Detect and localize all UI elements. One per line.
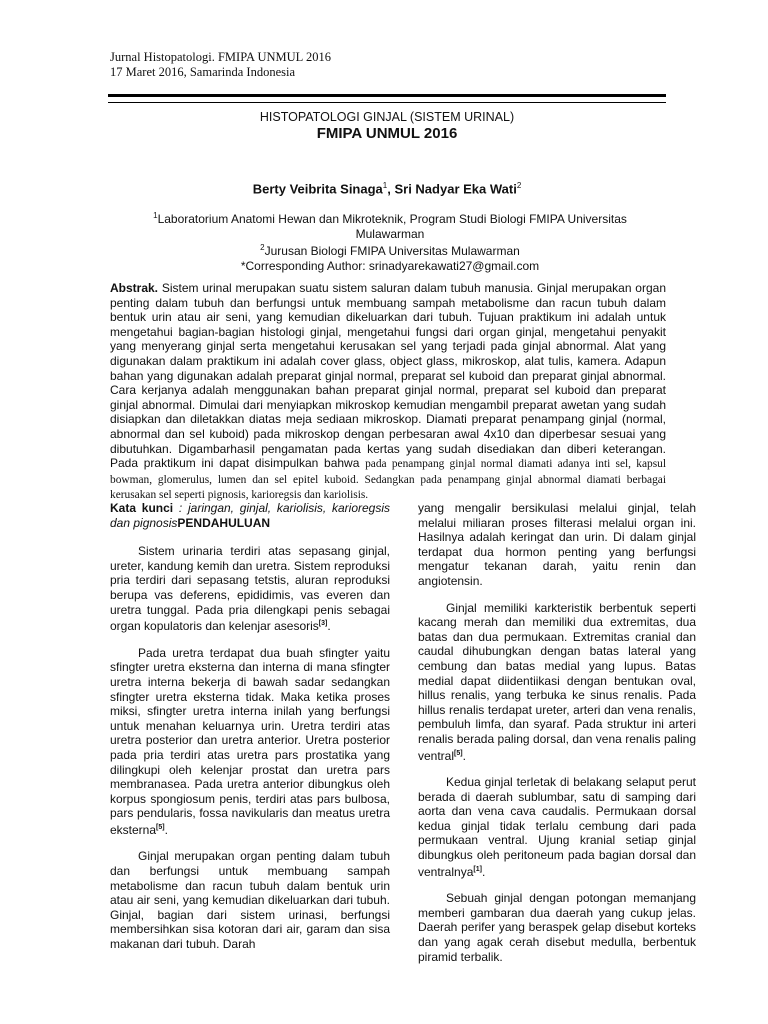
citation: [1] [473, 865, 482, 873]
paragraph-text: Ginjal memiliki karkteristik berbentuk seperti kacang merah dan memiliki dua extremitas, dua batas dan dua permukaan. Extremitas cranial dan caudal dihubungkan dengan batas lateral yang cembung dan batas medial yang lupus. Batas medial dapat diidentiikasi dengan bentukan oval, hillus renalis, yang terbuka ke sinus renalis. Pada hillus renalis terdapat ureter, arteri dan vena renalis, pembuluh limfa, dan syaraf. Pada struktur ini arteri renalis berada paling dorsal, dan vena renalis paling ventral [418, 600, 696, 763]
author-separator: , [387, 181, 395, 197]
abstract-text: Sistem urinal merupakan suatu sistem saluran dalam tubuh manusia. Ginjal merupakan organ penting dalam tubuh dan berfungsi untuk membuang sampah metabolisme dan racun tubuh dalam bentuk urin atau air seni, yang kemudian dikeluarkan dari tubuh. Tujuan praktikum ini adalah untuk mengetahui bagian-bagian histologi ginjal, mengetahui fungsi dari organ ginjal, mengetahui penyakit yang menyerang ginjal serta mengetahui kerusakan sel yang terjadi pada ginjal abnormal. Alat yang digunakan dalam praktikum ini adalah cover glass, object glass, mikroskop, alat tulis, kamera. Adapun bahan yang digunakan adalah preparat ginjal normal, preparat sel kuboid dan preparat ginjal abnormal. Cara kerjanya adalah menggunakan bahan preparat ginjal normal, preparat sel kuboid dan preparat ginjal abnormal. Dimulai dari menyiapkan mikroskop kemudian mengambil preparat awetan yang sudah disiapkan dan diletakkan diatas meja sediaan mikroskop. Diamati preparat penampang ginjal (normal, abnormal dan sel kuboid) pada mikroskop dengan perbesaran awal 4x10 dan diperbesar sesuai yang dibutuhkan. Digambarhasil pengamatan pada kertas yang sudah disediakan dan diberi keterangan. Pada praktikum ini dapat disimpulkan bahwa [110, 281, 666, 471]
author-name: Berty Veibrita Sinaga [252, 181, 383, 197]
right-column [418, 501, 696, 976]
paragraph: Sebuah ginjal dengan potongan memanjang memberi gambaran dua daerah yang cukup jelas. Daerah perifer yang beraspek gelap disebut korteks dan yang agak cerah disebut medulla, berbentuk piramid terbalik. [418, 891, 696, 964]
journal-name: Jurnal Histopatologi. FMIPA UNMUL 2016 [110, 50, 331, 64]
abstract [110, 281, 666, 503]
citation: [5] [454, 749, 463, 757]
paragraph-text: Sistem urinaria terdiri atas sepasang ginjal, ureter, kandung kemih dan uretra. Sistem reproduksi pria terdiri dari sepasang tetstis, aluran reproduksi berupa vas deferens, epididimis, vas everen dan uretra tunggal. Pada pria dilengkapi penis sebagai organ kopulatoris dan kelenjar asesoris [110, 544, 390, 634]
paragraph-text: Kedua ginjal terletak di belakang selaput perut berada di daerah sublumbar, satu di samping dari aorta dan vena cava caudalis. Permukaan dorsal kedua ginjal tidak terlalu cembung dari pada permukaan ventral. Ujung kranial setiap ginjal dibungkus oleh peritoneum pada bagian dorsal dan ventralnya [418, 775, 696, 879]
affiliation-text: Jurusan Biologi FMIPA Universitas Mulawarman [264, 244, 520, 259]
abstract-text-conclusion: pada penampang ginjal normal diamati adanya inti sel, kapsul bowman, glomerulus, lumen dan sel epitel kuboid. Sedangkan pada penampang ginjal abnormal diamati berbagai kerusakan sel seperti pignosis, karioregsis dan kariolisis. [110, 458, 666, 502]
paper-title: HISTOPATOLOGI GINJAL (SISTEM URINAL) [259, 110, 515, 124]
keywords-label: Kata kunci [110, 501, 174, 515]
author-name: Sri Nadyar Eka Wati [394, 181, 517, 197]
header-rule-thin [108, 102, 666, 103]
affil-mark: 1 [153, 211, 158, 220]
header-rule-thick [108, 94, 666, 97]
running-header [110, 50, 331, 80]
keywords-text: : jaringan, ginjal, kariolisis, karioregsis dan pignosis [110, 501, 391, 530]
left-column [110, 501, 390, 964]
affiliation-text: Laboratorium Anatomi Hewan dan Mikroteknik, Program Studi Biologi FMIPA Universitas Mulawarman [157, 212, 627, 241]
abstract-label: Abstrak. [110, 281, 159, 295]
affiliations [130, 209, 650, 273]
paragraph: Ginjal merupakan organ penting dalam tubuh dan berfungsi untuk membuang sampah metabolisme dan racun tubuh dalam bentuk urin atau air seni, yang kemudian dikeluarkan dari tubuh. Ginjal, bagian dari sistem urinasi, berfungsi membersihkan sisa kotoran dari air, garam dan sisa makanan dari tubuh. Darah [110, 849, 390, 952]
paragraph [418, 775, 696, 879]
citation: [3] [318, 620, 328, 628]
paragraph-end: . [327, 619, 331, 634]
paragraph: yang mengalir bersikulasi melalui ginjal, telah melalui miliaran proses filterasi melalui organ ini. Hasilnya adalah keringat dan urin. Di dalam ginjal terdapat dua hormon penting yang berfungsi mengatur tekanan darah, yaitu renin dan angiotensin. [418, 501, 696, 588]
author-affil-mark: 2 [516, 181, 522, 190]
corresponding-author: *Corresponding Author: srinadyarekawati27@gmail.com [240, 258, 540, 273]
author-list [108, 181, 666, 196]
paragraph-end: . [481, 864, 486, 879]
keywords [110, 501, 390, 530]
paragraph [110, 646, 390, 838]
conference-date-place: 17 Maret 2016, Samarinda Indonesia [110, 65, 296, 79]
affiliation-1 [130, 209, 650, 241]
section-heading-introduction: PENDAHULUAN [177, 515, 271, 530]
paragraph [418, 601, 696, 764]
paper-subtitle: FMIPA UNMUL 2016 [316, 125, 458, 142]
author-affil-mark: 1 [382, 181, 388, 190]
affiliation-2 [130, 241, 650, 259]
affil-mark: 2 [260, 243, 265, 253]
paragraph-text: Pada uretra terdapat dua buah sfingter yaitu sfingter uretra eksterna dan interna di mana sfingter uretra interna bekerja di bawah sadar sedangkan sfingter uretra eksterna tidak. Maka ketika proses miksi, sfingter uretra interna inilah yang berfungsi untuk menahan keluarnya urin. Uretra terdiri atas uretra posterior dan uretra anterior. Uretra posterior pada pria terdiri atas uretra pars prostatika yang dilingkupi oleh kelenjar prostat dan uretra pars membranasea. Pada uretra anterior dibungkus oleh korpus spongiosum penis, terdiri atas pars bulbosa, pars pendularis, fossa navikularis dan meatus uretra eksterna [110, 645, 390, 837]
paragraph [110, 544, 390, 634]
paragraph-end: . [164, 822, 168, 837]
paragraph-end: . [462, 748, 466, 763]
citation: [5] [156, 823, 165, 831]
